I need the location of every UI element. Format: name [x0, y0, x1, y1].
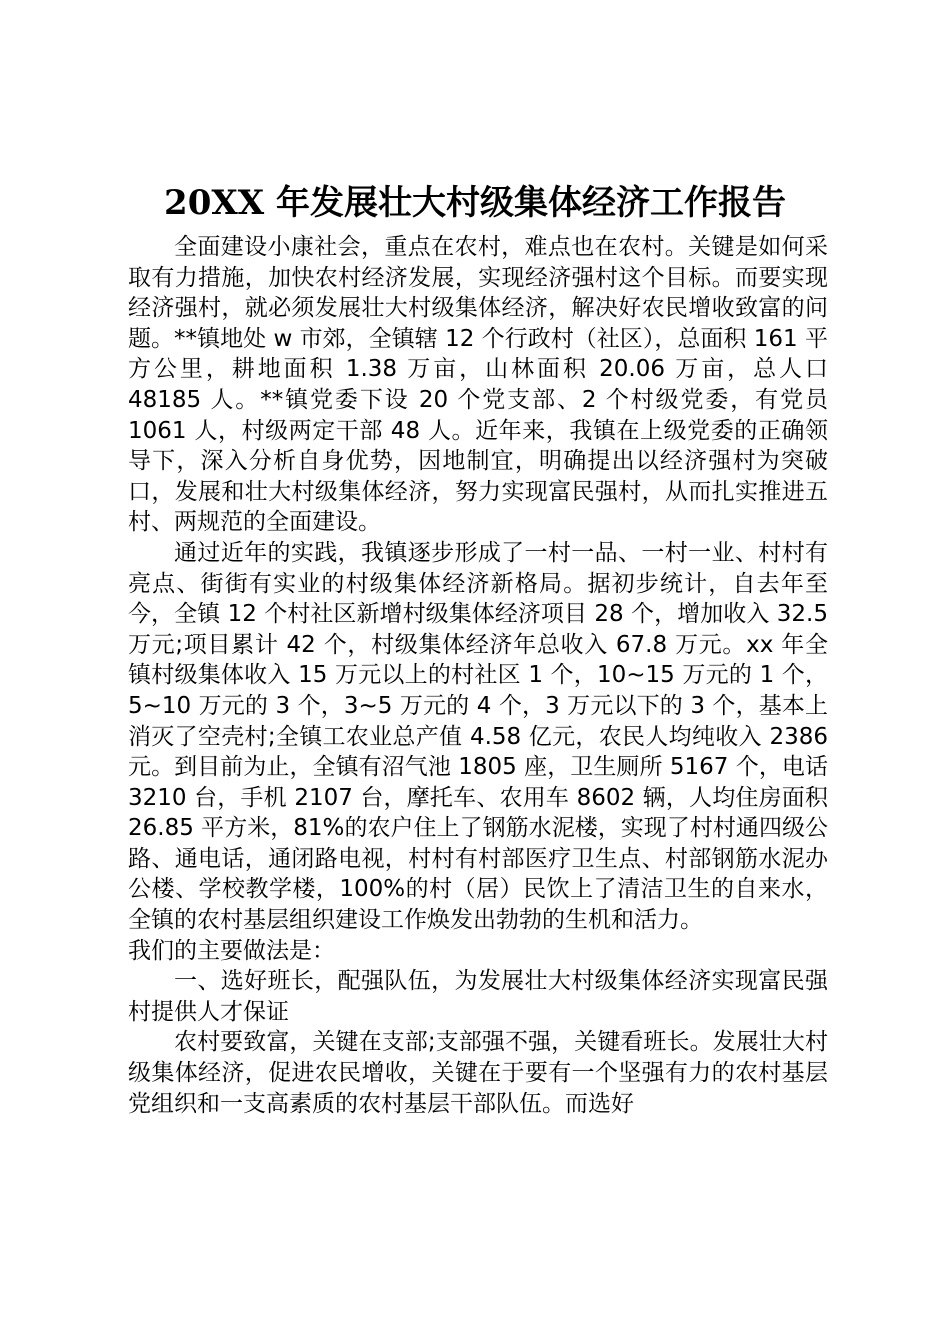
paragraph-section-1: 农村要致富，关键在支部;支部强不强，关键看班长。发展壮大村级集体经济，促进农民增收，关键在于要有一个坚强有力的农村基层党组织和一支高素质的农村基层干部队伍。而选好 — [128, 1029, 828, 1117]
paragraph-methods-lead: 我们的主要做法是： — [128, 937, 335, 964]
document-title: 20XX 年发展壮大村级集体经济工作报告 — [164, 183, 786, 223]
paragraph-statistics: 通过近年的实践，我镇逐步形成了一村一品、一村一业、村村有亮点、街街有实业的村级集体经济新格局。据初步统计，自去年至今，全镇 12 个村社区新增村级集体经济项目 28 个，增加收入 32.5 万元;项目累计 42 个，村级集体经济年总收入 67.8 万元。xx 年全镇村级集体收入 15 万元以上的村社区 1 个，10~15 万元的 1 个，5~10 万元的 3 个，3~5 万元的 4 个，3 万元以下的 3 个，基本上消灭了空壳村;全镇工农业总产值 4.58 亿元，农民人均纯收入 2386 元。到目前为止，全镇有沼气池 1805 座，卫生厕所 5167 个，电话 3210 台，手机 2107 台，摩托车、农用车 8602 辆，人均住房面积 26.85 平方米，81%的农户住上了钢筋水泥楼，实现了村村通四级公路、通电话，通闭路电视，村村有村部医疗卫生点、村部钢筋水泥办公楼、学校教学楼，100%的村（居）民饮上了清洁卫生的自来水，全镇的农村基层组织建设工作焕发出勃勃的生机和活力。 — [128, 539, 828, 934]
section-heading-1: 一、选好班长，配强队伍，为发展壮大村级集体经济实现富民强村提供人才保证 — [128, 968, 828, 1025]
document-body — [128, 232, 828, 1119]
paragraph-intro: 全面建设小康社会，重点在农村，难点也在农村。关键是如何采取有力措施，加快农村经济发展，实现经济强村这个目标。而要实现经济强村，就必须发展壮大村级集体经济，解决好农民增收致富的问题。**镇地处 w 市郊，全镇辖 12 个行政村（社区），总面积 161 平方公里，耕地面积 1.38 万亩，山林面积 20.06 万亩，总人口 48185 人。**镇党委下设 20 个党支部、2 个村级党委，有党员 1061 人，村级两定干部 48 人。近年来，我镇在上级党委的正确领导下，深入分析自身优势，因地制宜，明确提出以经济强村为突破口，发展和壮大村级集体经济，努力实现富民强村，从而扎实推进五村、两规范的全面建设。 — [128, 234, 828, 536]
